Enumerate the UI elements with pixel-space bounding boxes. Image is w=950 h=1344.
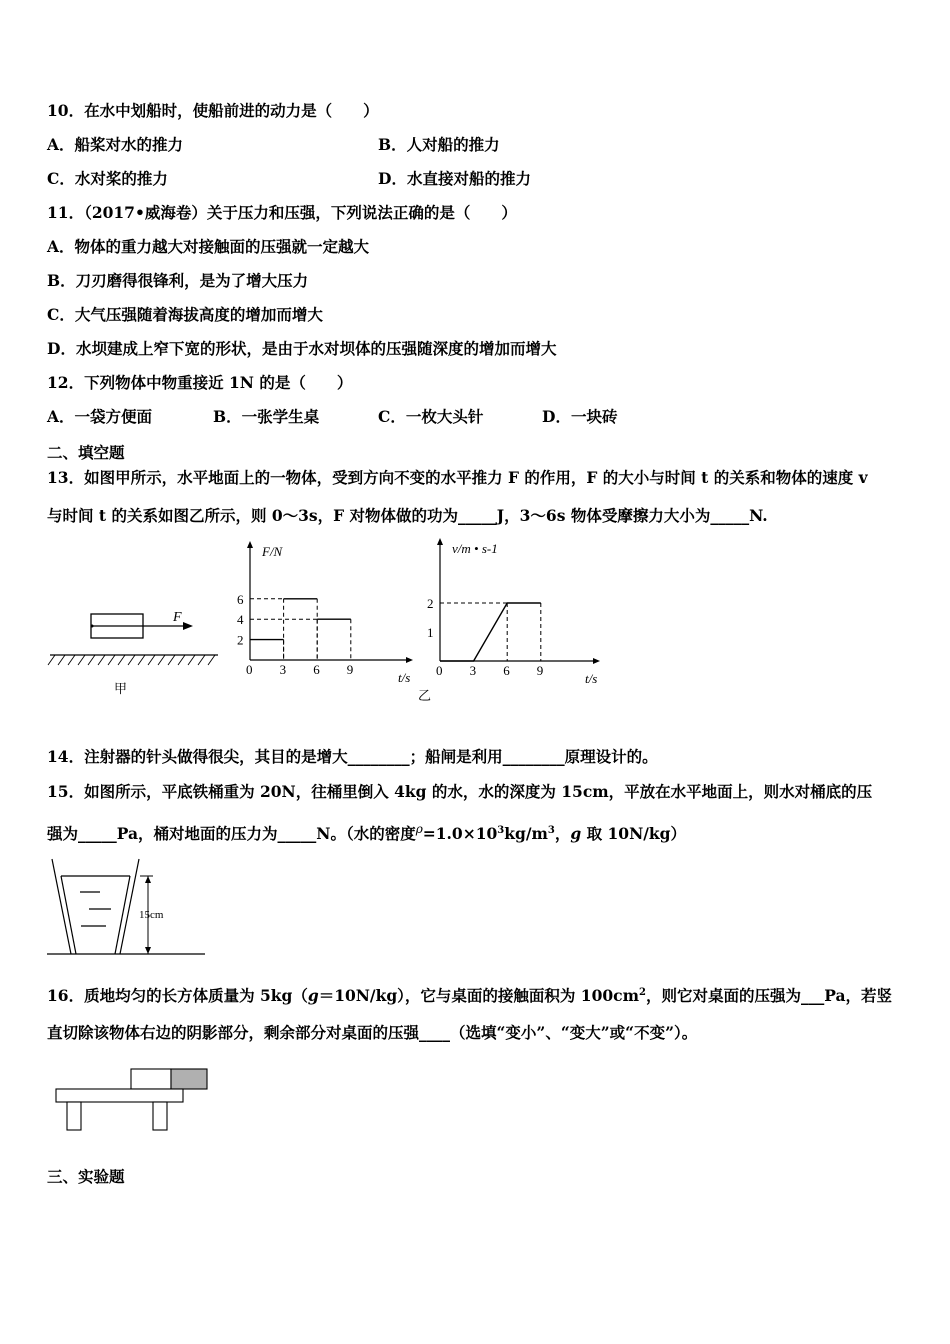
q14-text: 14．注射器的针头做得很尖，其目的是增大________；船闸是利用________原理设计的。 xyxy=(47,747,658,766)
q15-bucket-figure xyxy=(45,852,190,962)
x-tick-label: 0 xyxy=(436,663,443,678)
x-axis-label: t/s xyxy=(585,671,598,686)
x-tick-label: 6 xyxy=(313,662,320,677)
force-point xyxy=(91,625,94,628)
x-axis-arrow xyxy=(406,657,413,663)
y-tick-label: 1 xyxy=(427,625,434,640)
q11-option-c: C．大气压强随着海拔高度的增加而增大 xyxy=(47,305,323,324)
bucket-left-outer xyxy=(52,859,71,954)
q12-option-d: D．一块砖 xyxy=(542,407,618,426)
y-axis-label: v/m • s-1 xyxy=(452,541,498,556)
q10-option-a: A．船桨对水的推力 xyxy=(47,135,184,154)
arrow-up xyxy=(145,876,151,883)
q15-line2-d: ， xyxy=(554,824,571,843)
q13-line2: 与时间 t 的关系如图乙所示，则 0～3s，F 对物体做的功为_____J，3～6s 物体受摩擦力大小为_____N. xyxy=(47,506,768,525)
g-symbol: g xyxy=(570,824,582,843)
q10-stem: 10．在水中划船时，使船前进的动力是（ ） xyxy=(47,101,379,120)
q10-option-b: B．人对船的推力 xyxy=(378,135,500,154)
q15-line2-a: 强为_____Pa，桶对地面的压力为_____N。（水的密度 xyxy=(47,824,416,843)
q11-option-d: D．水坝建成上窄下宽的形状，是由于水对坝体的压强随深度的增加而增大 xyxy=(47,339,557,358)
section-heading-fill-blank: 二、填空题 xyxy=(47,443,125,462)
q12-option-a: A．一袋方便面 xyxy=(47,407,153,426)
caption-jia: 甲 xyxy=(114,681,128,696)
y-axis-arrow xyxy=(437,538,443,545)
bucket-right-outer xyxy=(120,859,139,954)
table-leg-left xyxy=(67,1102,81,1130)
rho-symbol: ρ xyxy=(415,822,423,836)
q16-line2: 直切除该物体右边的阴影部分，剩余部分对桌面的压强____（选填“变小”、“变大”或“不变”）。 xyxy=(47,1023,698,1042)
q15-line2 xyxy=(47,818,686,845)
q15-exp2: 3 xyxy=(547,824,555,836)
q15-line2-e: 取 10N/kg） xyxy=(581,824,686,843)
arrow-down xyxy=(145,947,151,954)
q11-option-b: B．刀刃磨得很锋利，是为了增大压力 xyxy=(47,271,309,290)
y-tick-label: 4 xyxy=(237,612,244,628)
block-unshaded xyxy=(131,1069,171,1089)
velocity-line xyxy=(440,603,541,661)
x-tick-label: 6 xyxy=(503,663,510,678)
q16-line1-c: ，则它对桌面的压强为___Pa，若竖 xyxy=(645,986,893,1005)
force-arrowhead xyxy=(183,622,193,630)
x-tick-label: 3 xyxy=(469,663,477,678)
section-heading-experiment: 三、实验题 xyxy=(47,1167,125,1186)
q16-line1 xyxy=(47,985,892,1007)
caption-yi: 乙 xyxy=(418,688,432,703)
q12-option-c: C．一枚大头针 xyxy=(378,407,484,426)
x-tick-label: 9 xyxy=(536,663,544,678)
q16-exp: 2 xyxy=(639,986,646,998)
ground-hatching xyxy=(48,655,215,665)
q16-line1-a: 16．质地均匀的长方体质量为 5kg（ xyxy=(47,986,308,1005)
q13-figure-jia xyxy=(45,605,220,700)
q15-line2-b: =1.0×10 xyxy=(422,824,498,843)
q13-graph-velocity-time xyxy=(418,535,620,705)
x-axis-label: t/s xyxy=(398,670,411,685)
depth-label: 15cm xyxy=(139,909,164,921)
q16-line1-b: ＝10N/kg），它与桌面的接触面积为 100cm xyxy=(318,986,640,1005)
q15-line1: 15．如图所示，平底铁桶重为 20N，往桶里倒入 4kg 的水，水的深度为 15cm，平放在水平地面上，则水对桶底的压 xyxy=(47,782,873,801)
g-symbol: g xyxy=(307,986,319,1005)
q15-exp: 3 xyxy=(497,824,505,836)
x-tick-label: 0 xyxy=(246,662,253,677)
q13-line1: 13．如图甲所示，水平地面上的一物体，受到方向不变的水平推力 F 的作用，F 的大小与时间 t 的关系和物体的速度 v xyxy=(47,468,868,487)
q15-line2-c: kg/m xyxy=(504,824,548,843)
y-tick-label: 6 xyxy=(237,591,244,607)
x-tick-label: 9 xyxy=(346,662,354,677)
table-top xyxy=(56,1089,183,1102)
table-leg-right xyxy=(153,1102,167,1130)
y-tick-label: 2 xyxy=(237,632,244,648)
y-tick-label: 2 xyxy=(427,596,434,611)
q10-option-d: D．水直接对船的推力 xyxy=(378,169,531,188)
x-tick-label: 3 xyxy=(279,662,287,677)
x-axis-arrow xyxy=(593,658,600,664)
q13-graph-force-time xyxy=(228,538,418,688)
q12-option-b: B．一张学生桌 xyxy=(213,407,320,426)
q10-option-c: C．水对桨的推力 xyxy=(47,169,168,188)
q12-stem: 12．下列物体中物重接近 1N 的是（ ） xyxy=(47,373,353,392)
q16-table-figure xyxy=(50,1064,215,1136)
y-axis-label: F/N xyxy=(262,544,283,559)
force-label: F xyxy=(173,610,182,625)
q11-stem: 11．（2017•威海卷）关于压力和压强，下列说法正确的是（ ） xyxy=(47,203,517,222)
block-shaded-part xyxy=(171,1069,207,1089)
y-axis-arrow xyxy=(247,541,253,548)
q11-option-a: A．物体的重力越大对接触面的压强就一定越大 xyxy=(47,237,370,256)
